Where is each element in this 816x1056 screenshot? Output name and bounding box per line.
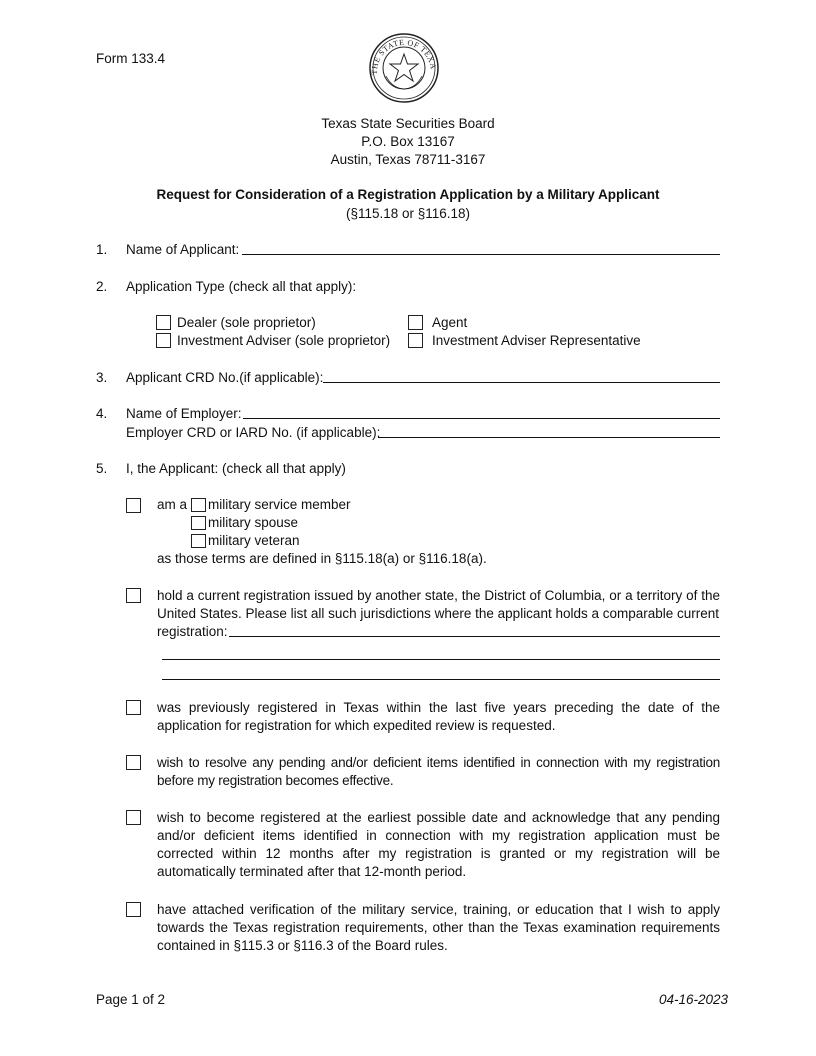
investment-adviser-label: Investment Adviser (sole proprietor) <box>177 333 391 348</box>
form-number: Form 133.4 <box>96 51 166 66</box>
state-seal <box>368 32 440 104</box>
applicant-status-label: I, the Applicant: (check all that apply) <box>126 461 346 476</box>
military-veteran-checkbox[interactable] <box>191 534 206 548</box>
service-member-label: military service member <box>208 497 351 512</box>
application-type-label: Application Type (check all that apply): <box>126 279 357 294</box>
svg-text:THE STATE OF TEXAS <box>368 32 438 75</box>
applicant-name-label: Name of Applicant: <box>126 242 240 257</box>
jurisdictions-field-1[interactable] <box>229 636 720 637</box>
dealer-label: Dealer (sole proprietor) <box>177 315 316 330</box>
revision-date: 04-16-2023 <box>658 992 728 1007</box>
dealer-checkbox[interactable] <box>156 315 171 330</box>
page-subtitle: (§115.18 or §116.18) <box>345 206 471 221</box>
resolve-items-text: wish to resolve any pending and/or deficient items identified in connection with my registration before my registration becomes effective. <box>157 755 720 788</box>
page-number: Page 1 of 2 <box>96 992 166 1007</box>
earliest-date-checkbox[interactable] <box>126 810 141 825</box>
agent-label: Agent <box>432 315 468 330</box>
item-number-5: 5. <box>96 461 108 476</box>
investment-adviser-checkbox[interactable] <box>156 333 171 348</box>
po-box: P.O. Box 13167 <box>361 134 455 149</box>
employer-crd-label: Employer CRD or IARD No. (if applicable): <box>126 425 381 440</box>
item-number-2: 2. <box>96 279 108 294</box>
applicant-crd-field[interactable] <box>323 382 720 383</box>
other-registration-checkbox[interactable] <box>126 588 141 603</box>
item-number-1: 1. <box>96 242 108 257</box>
resolve-items-checkbox[interactable] <box>126 755 141 770</box>
agency-address <box>0 115 816 169</box>
employer-crd-field[interactable] <box>378 437 720 438</box>
terms-defined-text: as those terms are defined in §115.18(a) or §116.18(a). <box>157 551 487 566</box>
attached-verification-checkbox[interactable] <box>126 902 141 917</box>
registration-list-label: registration: <box>157 624 228 639</box>
ia-representative-label: Investment Adviser Representative <box>432 333 641 348</box>
previously-registered-checkbox[interactable] <box>126 700 141 715</box>
military-spouse-checkbox[interactable] <box>191 516 206 530</box>
item-number-4: 4. <box>96 406 108 421</box>
military-spouse-label: military spouse <box>208 515 299 530</box>
city-zip: Austin, Texas 78711-3167 <box>330 152 486 167</box>
am-a-label: am a <box>157 497 188 512</box>
previously-registered-text: was previously registered in Texas within the last five years preceding the date of the application for registration for which expedited review is requested. <box>157 700 720 733</box>
jurisdictions-field-2[interactable] <box>162 659 720 660</box>
employer-name-field[interactable] <box>243 418 720 419</box>
agency-name: Texas State Securities Board <box>321 116 495 131</box>
seal-text: THE STATE OF TEXA <box>369 37 438 75</box>
employer-name-label: Name of Employer: <box>126 406 242 421</box>
military-veteran-label: military veteran <box>208 533 300 548</box>
jurisdictions-field-3[interactable] <box>162 679 720 680</box>
item-number-3: 3. <box>96 370 108 385</box>
other-registration-text: hold a current registration issued by another state, the District of Columbia, or a territory of the United States. Please list all such jurisdictions where the applicant holds a comparable current <box>157 588 720 621</box>
military-status-checkbox[interactable] <box>126 498 141 513</box>
agent-checkbox[interactable] <box>408 315 423 330</box>
attached-verification-text: have attached verification of the military service, training, or education that I wish to apply towards the Texas registration requirements, other than the Texas examination requirements contained in §115.3 or §116.3 of the Board rules. <box>157 902 720 953</box>
applicant-crd-label: Applicant CRD No.(if applicable): <box>126 370 324 385</box>
page-title: Request for Consideration of a Registration Application by a Military Applicant <box>156 187 660 202</box>
earliest-date-text: wish to become registered at the earliest possible date and acknowledge that any pending and/or deficient items identified in connection with my registration application must be corrected within 12 months after my registration is granted or my registration will be automatically terminated after that 12-month period. <box>157 810 720 879</box>
service-member-checkbox[interactable] <box>191 498 206 512</box>
ia-representative-checkbox[interactable] <box>408 333 423 348</box>
applicant-name-field[interactable] <box>242 254 720 255</box>
